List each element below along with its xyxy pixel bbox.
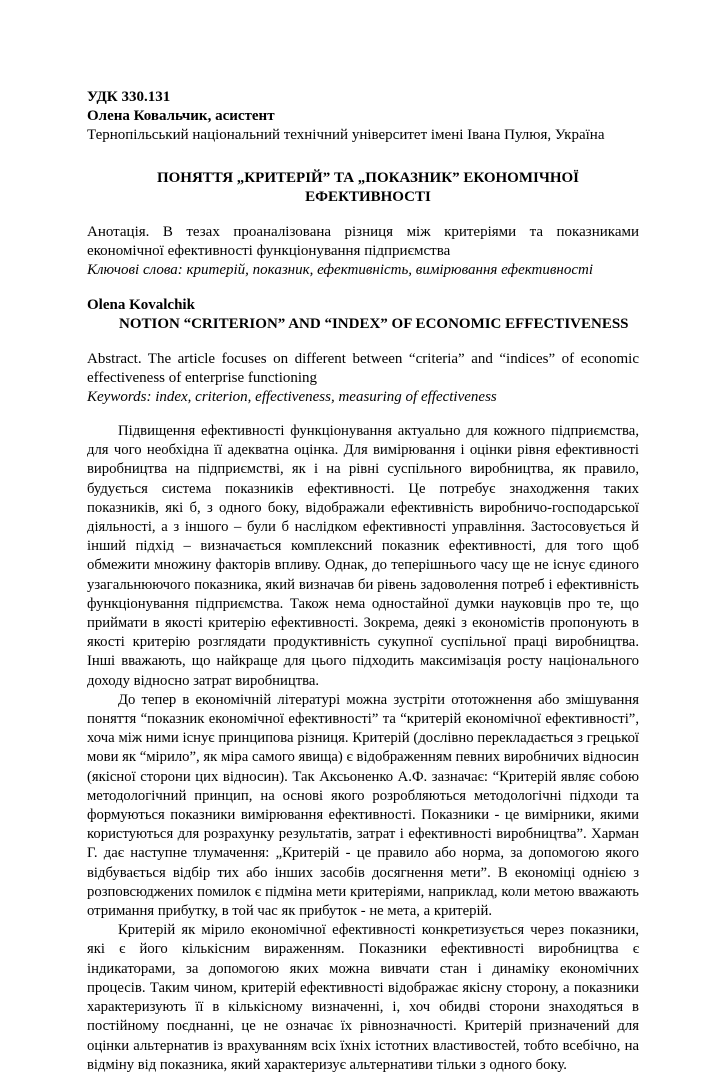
udc-code: УДК 330.131 (87, 89, 171, 105)
author-name-english: Olena Kovalchik (87, 297, 195, 313)
title-ukrainian: ПОНЯТТЯ „КРИТЕРІЙ” ТА „ПОКАЗНИК” ЕКОНОМІЧНОЇ ЕФЕКТИВНОСТІ (156, 170, 580, 205)
title-english: NOTION “CRITERION” AND “INDEX” OF ECONOMIC EFFECTIVENESS (119, 316, 629, 332)
paragraph-3: Критерій як мірило економічної ефективності конкретизується через показники, які є його кількісним вираженням. Показники ефективності виробництва є індикаторами, за допомогою яких можна вивчати стан і динаміку економічних процесів. Таким чином, критерій ефективності відображає якісну сторону, а показники характеризують її в кількісному визначенні, і, хоч обидві сторони знаходяться в постійному поєднанні, це не означає їх рівнозначності. Критерій призначений для оцінки альтернатив із врахуванням всіх їхніх істотних властивостей, тобто всебічно, на відміну від показника, який характеризує альтернативи тільки з одного боку. (87, 922, 639, 1073)
abstract-english: Abstract. The article focuses on different between “criteria” and “indices” of economic effectiveness of enterprise functioning (87, 351, 639, 386)
paragraph-2: До тепер в економічній літературі можна зустріти ототожнення або змішування поняття “показник економічної ефективності” та “критерій економічної ефективності”, хоча між ними існує принципова різниця. Критерій (дослівно перекладається з грецької мови як “мірило”, як міра самого явища) є відображенням певних виробничих відносин (якісної сторони цих відносин). Так Аксьоненко А.Ф. зазначає: “Критерій являє собою методологічний принцип, на основі якого розробляються методологічні підходи та формуються показники вимірювання ефективності. Показники - це вимірники, якими користуються для розрахунку результатів, затрат і ефективності виробництва”. Харман Г. дає наступне тлумачення: „Критерій - це правило або норма, за допомогою якого відбувається відбір тих або інших засобів досягнення мети”. В економіці однією з розповсюджених помилок є підміна мети критеріями, наприклад, коли метою вважають отримання прибутку, в той час як прибуток - не мета, а критерій. (87, 691, 639, 920)
keywords-english: Keywords: index, criterion, effectiveness, measuring of effectiveness (87, 389, 497, 405)
keywords-ukrainian: Ключові слова: критерій, показник, ефективність, вимірювання ефективності (87, 262, 594, 278)
abstract-ukrainian: Анотація. В тезах проаналізована різниця між критеріями та показниками економічної ефективності функціонування підприємства (87, 224, 639, 259)
author-affiliation: Тернопільський національний технічний університет імені Івана Пулюя, Україна (87, 127, 605, 143)
paragraph-1: Підвищення ефективності функціонування актуально для кожного підприємства, для чого необхідна її адекватна оцінка. Для вимірювання і оцінки рівня ефективності виробництва на підприємстві, як і на рівні суспільного виробництва, як правило, будується система показників ефективності. Це потребує знаходження таких показників, які б, з одного боку, відображали ефективність виробничо-господарської діяльності, а з іншого – були б наслідком ефективності управління. Застосовується й інший підхід – визначається комплексний показник ефективності, для того щоб обмежити множину факторів впливу. Однак, до теперішнього часу ще не існує єдиного узагальнюючого показника, який визначав би рівень задоволення потреб і ефективність функціонування підприємства. Також нема одностайної думки науковців про те, що приймати в якості критерію ефективності. Зокрема, деякі з економістів пропонують в якості критерію розглядати продуктивність сукупної суспільної праці виробництва. Інші вважають, що найкраще для цього підходить максимізація росту національного доходу відносно затрат виробництва. (87, 423, 639, 689)
author-name: Олена Ковальчик, асистент (87, 108, 275, 124)
paper-content (87, 88, 639, 1075)
body-text (87, 422, 639, 1075)
